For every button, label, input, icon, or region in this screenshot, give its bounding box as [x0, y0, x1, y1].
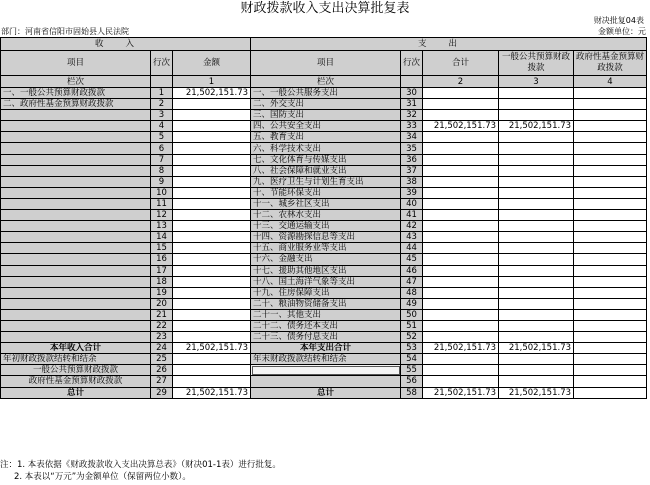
expense-fund[interactable] [574, 143, 647, 154]
expense-total[interactable] [423, 221, 499, 232]
expense-general[interactable] [499, 265, 574, 276]
income-amount[interactable] [173, 165, 251, 176]
income-line: 9 [151, 176, 173, 187]
expense-general[interactable] [499, 243, 574, 254]
income-line: 19 [151, 287, 173, 298]
expense-total[interactable] [423, 198, 499, 209]
income-item [1, 309, 151, 320]
table-row [1, 254, 647, 265]
table-row [1, 320, 647, 331]
expense-item: 八、社会保障和就业支出 [251, 165, 401, 176]
expense-total[interactable] [423, 287, 499, 298]
end-balance-line: 54 [401, 354, 423, 365]
table-row [1, 210, 647, 221]
table-row [1, 221, 647, 232]
end-balance-fund[interactable] [574, 354, 647, 365]
gov-fund-header: 政府性基金预算财政拨款 [574, 51, 647, 76]
income-line: 3 [151, 110, 173, 121]
income-item [1, 143, 151, 154]
income-line: 6 [151, 143, 173, 154]
grand-total-right-fund[interactable] [574, 387, 647, 398]
expense-general[interactable] [499, 320, 574, 331]
row-55-general[interactable] [499, 365, 574, 376]
footnote-2: 2. 本表以“万元”为金额单位（保留两位小数）。 [14, 472, 191, 482]
expense-item: 十六、金融支出 [251, 254, 401, 265]
grand-total-left-line: 29 [151, 387, 173, 398]
expense-line: 43 [401, 232, 423, 243]
expense-fund[interactable] [574, 132, 647, 143]
income-item [1, 332, 151, 343]
income-item [1, 187, 151, 198]
income-line: 10 [151, 187, 173, 198]
year-expense-general[interactable]: 21,502,151.73 [499, 343, 574, 354]
expense-total[interactable] [423, 143, 499, 154]
income-item-header: 项目 [1, 51, 151, 76]
expense-total[interactable] [423, 309, 499, 320]
expense-line: 33 [401, 121, 423, 132]
income-amount[interactable] [173, 143, 251, 154]
table-row [1, 143, 647, 154]
expense-line: 45 [401, 254, 423, 265]
expense-fund[interactable] [574, 110, 647, 121]
expense-total[interactable] [423, 254, 499, 265]
expense-item: 九、医疗卫生与计划生育支出 [251, 176, 401, 187]
expense-line: 47 [401, 276, 423, 287]
expense-item: 十八、国土海洋气象等支出 [251, 276, 401, 287]
expense-col-label: 栏次 [251, 76, 401, 88]
expense-line: 32 [401, 110, 423, 121]
expense-general[interactable] [499, 187, 574, 198]
income-line: 16 [151, 254, 173, 265]
expense-fund[interactable] [574, 243, 647, 254]
grand-total-left-amount[interactable]: 21,502,151.73 [173, 387, 251, 398]
begin-balance-label: 年初财政拨款结转和结余 [1, 354, 151, 365]
income-line: 4 [151, 121, 173, 132]
table-row [1, 198, 647, 209]
table-row [1, 332, 647, 343]
table-row [1, 298, 647, 309]
income-item [1, 121, 151, 132]
income-amount[interactable] [173, 210, 251, 221]
income-amount[interactable] [173, 99, 251, 110]
expense-fund[interactable] [574, 309, 647, 320]
expense-line: 41 [401, 210, 423, 221]
grand-total-right-line: 58 [401, 387, 423, 398]
expense-col-3: 3 [499, 76, 574, 88]
income-item [1, 165, 151, 176]
begin-general-amount[interactable] [173, 365, 251, 376]
table-row [1, 187, 647, 198]
year-expense-total[interactable]: 21,502,151.73 [423, 343, 499, 354]
form-number: 财决批复04表 [593, 16, 644, 25]
expense-total[interactable] [423, 99, 499, 110]
income-amount[interactable] [173, 243, 251, 254]
grand-total-right-label: 总计 [251, 387, 401, 398]
row-56-total[interactable] [423, 376, 499, 387]
table-row [1, 110, 647, 121]
expense-item: 十九、住房保障支出 [251, 287, 401, 298]
income-item [1, 243, 151, 254]
income-amount[interactable] [173, 187, 251, 198]
income-amount[interactable] [173, 254, 251, 265]
expense-line: 52 [401, 332, 423, 343]
expense-general[interactable] [499, 88, 574, 99]
expense-general[interactable] [499, 298, 574, 309]
table-row [1, 165, 647, 176]
expense-total[interactable] [423, 132, 499, 143]
income-amount[interactable] [173, 154, 251, 165]
expense-fund[interactable] [574, 88, 647, 99]
year-income-line: 24 [151, 343, 173, 354]
income-amount[interactable] [173, 121, 251, 132]
income-amount[interactable] [173, 132, 251, 143]
income-line: 12 [151, 210, 173, 221]
expense-total[interactable]: 21,502,151.73 [423, 121, 499, 132]
table-row [1, 88, 647, 99]
income-item [1, 298, 151, 309]
expense-fund[interactable] [574, 320, 647, 331]
expense-fund[interactable] [574, 121, 647, 132]
income-item: 二、政府性基金预算财政拨款 [1, 99, 151, 110]
income-line: 22 [151, 320, 173, 331]
income-amount-header: 金额 [173, 51, 251, 76]
income-section-header: 收入 [1, 38, 251, 51]
expense-total[interactable] [423, 276, 499, 287]
income-item [1, 221, 151, 232]
expense-item: 六、科学技术支出 [251, 143, 401, 154]
expense-item: 十一、城乡社区支出 [251, 198, 401, 209]
footnote-1: 注：1. 本表依据《财政拨款收入支出决算总表》（财决01-1表）进行批复。 [0, 460, 281, 470]
year-income-label: 本年收入合计 [1, 343, 151, 354]
footnotes [0, 459, 281, 483]
expense-total[interactable] [423, 88, 499, 99]
expense-total[interactable] [423, 176, 499, 187]
income-amount[interactable] [173, 265, 251, 276]
expense-item: 十四、资源勘探信息等支出 [251, 232, 401, 243]
expense-item: 二、外交支出 [251, 99, 401, 110]
row-56-fund[interactable] [574, 376, 647, 387]
expense-fund[interactable] [574, 99, 647, 110]
expense-item: 二十三、债务付息支出 [251, 332, 401, 343]
expense-fund[interactable] [574, 154, 647, 165]
year-income-amount[interactable]: 21,502,151.73 [173, 343, 251, 354]
expense-item: 五、教育支出 [251, 132, 401, 143]
end-balance-general[interactable] [499, 354, 574, 365]
income-item [1, 210, 151, 221]
row-55-line: 55 [401, 365, 423, 376]
income-item [1, 132, 151, 143]
expense-general[interactable] [499, 176, 574, 187]
expense-general[interactable] [499, 165, 574, 176]
income-line: 17 [151, 265, 173, 276]
income-amount[interactable] [173, 309, 251, 320]
income-amount[interactable] [173, 198, 251, 209]
income-item [1, 254, 151, 265]
income-line: 7 [151, 154, 173, 165]
begin-fund-label: 政府性基金预算财政拨款 [1, 376, 151, 387]
income-item [1, 154, 151, 165]
expense-general[interactable] [499, 254, 574, 265]
expense-fund[interactable] [574, 287, 647, 298]
expense-line: 48 [401, 287, 423, 298]
income-amount[interactable] [173, 232, 251, 243]
income-amount[interactable] [173, 298, 251, 309]
grand-total-right-general[interactable]: 21,502,151.73 [499, 387, 574, 398]
table-row [1, 265, 647, 276]
expense-general[interactable] [499, 143, 574, 154]
expense-fund[interactable] [574, 221, 647, 232]
expense-fund[interactable] [574, 176, 647, 187]
income-amount[interactable] [173, 110, 251, 121]
expense-total[interactable] [423, 110, 499, 121]
row-56-label [251, 376, 401, 387]
expense-item: 十、节能环保支出 [251, 187, 401, 198]
end-balance-total[interactable] [423, 354, 499, 365]
expense-general[interactable] [499, 154, 574, 165]
income-line: 1 [151, 88, 173, 99]
table-row [1, 99, 647, 110]
expense-total[interactable] [423, 320, 499, 331]
expense-line: 51 [401, 320, 423, 331]
income-line: 15 [151, 243, 173, 254]
income-item [1, 287, 151, 298]
income-col-blank [151, 76, 173, 88]
income-amount[interactable] [173, 221, 251, 232]
expense-line: 31 [401, 99, 423, 110]
expense-total[interactable] [423, 265, 499, 276]
budget-table [0, 37, 647, 399]
expense-fund[interactable] [574, 265, 647, 276]
expense-general[interactable] [499, 99, 574, 110]
expense-general[interactable] [499, 276, 574, 287]
table-row [1, 176, 647, 187]
expense-line: 38 [401, 176, 423, 187]
begin-fund-line: 27 [151, 376, 173, 387]
expense-line: 37 [401, 165, 423, 176]
row-56-line: 56 [401, 376, 423, 387]
income-line-header: 行次 [151, 51, 173, 76]
grand-total-left-label: 总计 [1, 387, 151, 398]
income-item [1, 176, 151, 187]
expense-line: 36 [401, 154, 423, 165]
expense-item-header: 项目 [251, 51, 401, 76]
income-item [1, 320, 151, 331]
year-expense-fund[interactable] [574, 343, 647, 354]
income-line: 14 [151, 232, 173, 243]
table-row [1, 232, 647, 243]
expense-item: 十二、农林水支出 [251, 210, 401, 221]
table-row [1, 154, 647, 165]
begin-balance-line: 25 [151, 354, 173, 365]
expense-line: 34 [401, 132, 423, 143]
expense-section-header: 支出 [251, 38, 647, 51]
income-line: 8 [151, 165, 173, 176]
income-amount[interactable] [173, 332, 251, 343]
expense-general[interactable] [499, 232, 574, 243]
row-56-general[interactable] [499, 376, 574, 387]
expense-fund[interactable] [574, 276, 647, 287]
expense-total[interactable] [423, 332, 499, 343]
income-line: 11 [151, 198, 173, 209]
expense-total[interactable] [423, 210, 499, 221]
income-amount[interactable] [173, 287, 251, 298]
grand-total-right-total[interactable]: 21,502,151.73 [423, 387, 499, 398]
selected-cell[interactable] [251, 365, 401, 376]
income-line: 2 [151, 99, 173, 110]
expense-line: 49 [401, 298, 423, 309]
expense-fund[interactable] [574, 332, 647, 343]
expense-line: 35 [401, 143, 423, 154]
income-item [1, 198, 151, 209]
income-col-label: 栏次 [1, 76, 151, 88]
income-line: 21 [151, 309, 173, 320]
begin-general-label: 一般公共预算财政拨款 [1, 365, 151, 376]
expense-total[interactable] [423, 232, 499, 243]
expense-fund[interactable] [574, 198, 647, 209]
expense-line: 39 [401, 187, 423, 198]
expense-general[interactable] [499, 287, 574, 298]
income-item [1, 276, 151, 287]
expense-fund[interactable] [574, 254, 647, 265]
expense-item: 十五、商业服务业等支出 [251, 243, 401, 254]
income-item [1, 232, 151, 243]
expense-total-header: 合计 [423, 51, 499, 76]
expense-total[interactable] [423, 165, 499, 176]
expense-general[interactable] [499, 132, 574, 143]
unit-label: 金额单位：元 [598, 27, 646, 36]
expense-item: 十三、交通运输支出 [251, 221, 401, 232]
expense-item: 四、公共安全支出 [251, 121, 401, 132]
income-amount[interactable] [173, 320, 251, 331]
income-item [1, 110, 151, 121]
begin-balance-amount[interactable] [173, 354, 251, 365]
expense-general[interactable] [499, 309, 574, 320]
expense-fund[interactable] [574, 210, 647, 221]
income-line: 13 [151, 221, 173, 232]
income-line: 5 [151, 132, 173, 143]
expense-item: 十七、援助其他地区支出 [251, 265, 401, 276]
expense-general[interactable] [499, 221, 574, 232]
expense-col-blank [401, 76, 423, 88]
expense-line-header: 行次 [401, 51, 423, 76]
expense-general[interactable] [499, 332, 574, 343]
expense-item: 三、国防支出 [251, 110, 401, 121]
year-expense-label: 本年支出合计 [251, 343, 401, 354]
department-label: 部门：河南省信阳市固始县人民法院 [1, 27, 129, 36]
end-balance-label: 年末财政拨款结转和结余 [251, 354, 401, 365]
expense-total[interactable] [423, 187, 499, 198]
begin-general-line: 26 [151, 365, 173, 376]
income-amount[interactable] [173, 276, 251, 287]
income-line: 23 [151, 332, 173, 343]
expense-line: 40 [401, 198, 423, 209]
expense-item: 二十二、债务还本支出 [251, 320, 401, 331]
expense-total[interactable] [423, 298, 499, 309]
income-line: 20 [151, 298, 173, 309]
expense-fund[interactable] [574, 298, 647, 309]
row-55-total[interactable] [423, 365, 499, 376]
income-line: 18 [151, 276, 173, 287]
table-row [1, 243, 647, 254]
expense-general[interactable] [499, 110, 574, 121]
year-expense-line: 53 [401, 343, 423, 354]
expense-general[interactable]: 21,502,151.73 [499, 121, 574, 132]
expense-item: 二十一、其他支出 [251, 309, 401, 320]
expense-fund[interactable] [574, 232, 647, 243]
report-title: 财政拨款收入支出决算批复表 [240, 1, 410, 16]
expense-item: 七、文化体育与传媒支出 [251, 154, 401, 165]
expense-fund[interactable] [574, 187, 647, 198]
expense-total[interactable] [423, 154, 499, 165]
income-amount[interactable] [173, 176, 251, 187]
expense-item: 二十、粮油物资储备支出 [251, 298, 401, 309]
table-row [1, 132, 647, 143]
begin-fund-amount[interactable] [173, 376, 251, 387]
table-row [1, 309, 647, 320]
expense-col-4: 4 [574, 76, 647, 88]
expense-total[interactable] [423, 243, 499, 254]
expense-item: 一、一般公共服务支出 [251, 88, 401, 99]
table-row [1, 287, 647, 298]
row-55-fund[interactable] [574, 365, 647, 376]
expense-line: 42 [401, 221, 423, 232]
table-row [1, 276, 647, 287]
expense-line: 44 [401, 243, 423, 254]
income-item: 一、一般公共预算财政拨款 [1, 88, 151, 99]
expense-general[interactable] [499, 198, 574, 209]
expense-line: 50 [401, 309, 423, 320]
expense-col-2: 2 [423, 76, 499, 88]
table-row [1, 121, 647, 132]
expense-general[interactable] [499, 210, 574, 221]
income-col-1: 1 [173, 76, 251, 88]
expense-line: 30 [401, 88, 423, 99]
expense-fund[interactable] [574, 165, 647, 176]
general-budget-header: 一般公共预算财政拨款 [499, 51, 574, 76]
income-item [1, 265, 151, 276]
expense-line: 46 [401, 265, 423, 276]
income-amount[interactable]: 21,502,151.73 [173, 88, 251, 99]
